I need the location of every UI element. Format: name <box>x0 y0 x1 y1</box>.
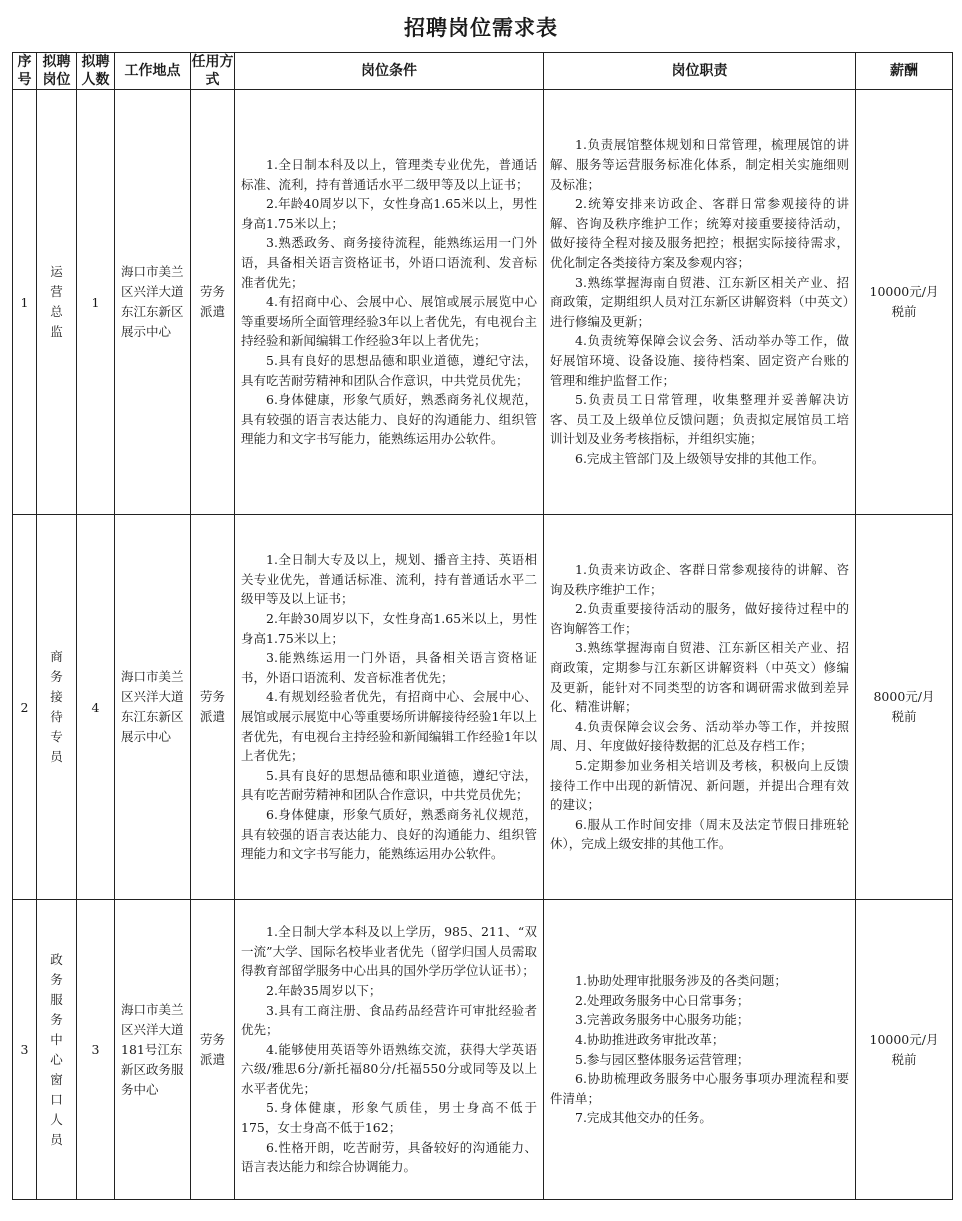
salary-note: 税前 <box>891 1051 917 1067</box>
row-count: 4 <box>77 515 115 900</box>
requirement-item: 6.性格开朗，吃苦耐劳，具备较好的沟通能力、语言表达能力和综合协调能力。 <box>241 1139 537 1175</box>
requirement-item: 2.年龄35周岁以下； <box>266 982 382 998</box>
duty-item: 1.负责来访政企、客群日常参观接待的讲解、咨询及秩序维护工作； <box>550 562 849 597</box>
requirement-item: 6.身体健康，形象气质好，熟悉商务礼仪规范，具有较强的语言表达能力、良好的沟通能力、组织管理能力和文字书写能力，能熟练运用办公软件。 <box>241 392 537 447</box>
requirement-item: 4.有规划经验者优先，有招商中心、会展中心、展馆或展示展览中心等重要场所讲解接待经验1年以上者优先，有电视台主持经验和新闻编辑工作经验1年以上者优先； <box>241 689 537 764</box>
recruitment-table <box>12 52 953 1200</box>
requirement-item: 3.熟悉政务、商务接待流程，能熟练运用一门外语，具备相关语言资格证书，外语口语流利、发音标准者优先； <box>241 235 537 290</box>
duty-item: 3.熟练掌握海南自贸港、江东新区相关产业、招商政策，定期参与江东新区讲解资料（中英文）修编及更新，能针对不同类型的访客和调研需求做到差异化、精准讲解； <box>550 640 849 715</box>
header-duties: 岗位职责 <box>544 53 856 90</box>
row-requirements <box>235 90 544 515</box>
header-count: 拟聘人数 <box>77 53 115 90</box>
requirement-item: 5.具有良好的思想品德和职业道德，遵纪守法，具有吃苦耐劳精神和团队合作意识，中共党员优先； <box>241 767 537 803</box>
row-employment: 劳务派遣 <box>191 900 235 1200</box>
row-salary <box>856 90 953 515</box>
requirement-item: 1.全日制大专及以上，规划、播音主持、英语相关专业优先，普通话标准、流利，持有普通话水平二级甲等及以上证书； <box>241 552 537 607</box>
row-duties <box>544 90 856 515</box>
duty-item: 1.负责展馆整体规划和日常管理，梳理展馆的讲解、服务等运营服务标准化体系，制定相关实施细则及标准； <box>550 137 849 192</box>
requirement-item: 2.年龄30周岁以下，女性身高1.65米以上，男性身高1.75米以上； <box>241 611 537 646</box>
duty-item: 1.协助处理审批服务涉及的各类问题； <box>575 973 787 989</box>
duty-item: 4.负责保障会议会务、活动举办等工作，并按照周、月、年度做好接待数据的汇总及存档工作； <box>550 718 849 754</box>
salary-amount: 10000元/月 <box>869 284 939 299</box>
requirement-item: 4.有招商中心、会展中心、展馆或展示展览中心等重要场所全面管理经验3年以上者优先，有电视台主持经验和新闻编辑工作经验3年以上者优先； <box>241 294 537 349</box>
table-row <box>13 90 953 515</box>
row-salary <box>856 515 953 900</box>
header-position: 拟聘岗位 <box>37 53 77 90</box>
duty-item: 2.负责重要接待活动的服务，做好接待过程中的咨询解答工作； <box>550 601 849 636</box>
table-body <box>13 90 953 1200</box>
table-row <box>13 515 953 900</box>
row-requirements <box>235 900 544 1200</box>
duty-item: 2.处理政务服务中心日常事务； <box>575 992 750 1008</box>
row-location: 海口市美兰区兴洋大道东江东新区展示中心 <box>115 515 191 900</box>
row-location: 海口市美兰区兴洋大道东江东新区展示中心 <box>115 90 191 515</box>
document-title: 招聘岗位需求表 <box>404 16 558 40</box>
requirement-item: 5.具有良好的思想品德和职业道德，遵纪守法，具有吃苦耐劳精神和团队合作意识，中共党员优先； <box>241 352 537 388</box>
requirement-item: 5.身体健康，形象气质佳，男士身高不低于175，女士身高不低于162； <box>241 1100 537 1136</box>
row-count: 3 <box>77 900 115 1200</box>
header-employment: 任用方式 <box>191 54 234 88</box>
duty-item: 6.服从工作时间安排（周末及法定节假日排班轮休），完成上级安排的其他工作。 <box>550 816 849 852</box>
row-position: 政务服务中心窗口人员 <box>37 900 77 1200</box>
salary-amount: 8000元/月 <box>873 689 935 704</box>
duty-item: 2.统筹安排来访政企、客群日常参观接待的讲解、咨询及秩序维护工作；统筹对接重要接待活动，做好接待全程对接及服务把控；根据实际接待需求，优化制定各类接待方案及参观内容； <box>550 196 849 271</box>
salary-note: 税前 <box>891 709 917 724</box>
row-index: 1 <box>13 90 37 515</box>
row-index: 3 <box>13 900 37 1200</box>
requirement-item: 3.能熟练运用一门外语，具备相关语言资格证书，外语口语流利、发音标准者优先； <box>241 650 537 685</box>
requirement-item: 4.能够使用英语等外语熟练交流，获得大学英语六级/雅思6分/新托福80分/托福550分或同等及以上水平者优先； <box>241 1041 537 1096</box>
requirement-item: 1.全日制本科及以上，管理类专业优先，普通话标准、流利，持有普通话水平二级甲等及以上证书； <box>241 157 537 192</box>
row-duties <box>544 515 856 900</box>
row-index: 2 <box>13 515 37 900</box>
row-requirements <box>235 515 544 900</box>
duty-item: 7.完成其他交办的任务。 <box>575 1110 712 1126</box>
salary-amount: 10000元/月 <box>869 1031 939 1047</box>
duty-item: 4.负责统筹保障会议会务、活动举办等工作，做好展馆环境、设备设施、接待档案、固定资产台账的管理和维护监督工作； <box>550 333 849 388</box>
row-employment: 劳务派遣 <box>191 515 235 900</box>
header-location: 工作地点 <box>115 53 191 90</box>
requirement-item: 6.身体健康，形象气质好，熟悉商务礼仪规范，具有较强的语言表达能力、良好的沟通能力、组织管理能力和文字书写能力，能熟练运用办公软件。 <box>241 806 537 862</box>
salary-note: 税前 <box>891 304 917 319</box>
table-header-row <box>13 53 953 90</box>
duty-item: 5.参与园区整体服务运营管理； <box>575 1051 750 1067</box>
row-employment: 劳务派遣 <box>191 90 235 515</box>
row-salary <box>856 900 953 1200</box>
duty-item: 5.定期参加业务相关培训及考核，积极向上反馈接待工作中出现的新情况、新问题，并提出合理有效的建议； <box>550 757 849 813</box>
row-duties <box>544 900 856 1200</box>
row-location: 海口市美兰区兴洋大道181号江东新区政务服务中心 <box>115 900 191 1200</box>
duty-item: 6.完成主管部门及上级领导安排的其他工作。 <box>575 450 825 466</box>
header-index: 序号 <box>13 53 37 90</box>
requirement-item: 1.全日制大学本科及以上学历，985、211、“双一流”大学、国际名校毕业者优先（留学归国人员需取得教育部留学服务中心出具的国外学历学位认证书）； <box>241 924 537 979</box>
duty-item: 4.协助推进政务审批改革； <box>575 1031 725 1047</box>
requirement-item: 2.年龄40周岁以下，女性身高1.65米以上，男性身高1.75米以上； <box>241 196 537 231</box>
header-salary: 薪酬 <box>856 53 953 90</box>
row-count: 1 <box>77 90 115 515</box>
duty-item: 3.熟练掌握海南自贸港、江东新区相关产业、招商政策，定期组织人员对江东新区讲解资料（中英文）进行修编及更新； <box>550 274 849 329</box>
row-position: 商务接待专员 <box>37 515 77 900</box>
header-requirements: 岗位条件 <box>235 53 544 90</box>
table-row <box>13 900 953 1200</box>
duty-item: 5.负责员工日常管理，收集整理并妥善解决访客、员工及上级单位反馈问题；负责拟定展馆员工培训计划及业务考核指标，并组织实施； <box>550 392 849 447</box>
duty-item: 3.完善政务服务中心服务功能； <box>575 1012 750 1028</box>
duty-item: 6.协助梳理政务服务中心服务事项办理流程和要件清单； <box>550 1071 849 1106</box>
row-position: 运营总监 <box>37 90 77 515</box>
requirement-item: 3.具有工商注册、食品药品经营许可审批经验者优先； <box>241 1002 537 1038</box>
